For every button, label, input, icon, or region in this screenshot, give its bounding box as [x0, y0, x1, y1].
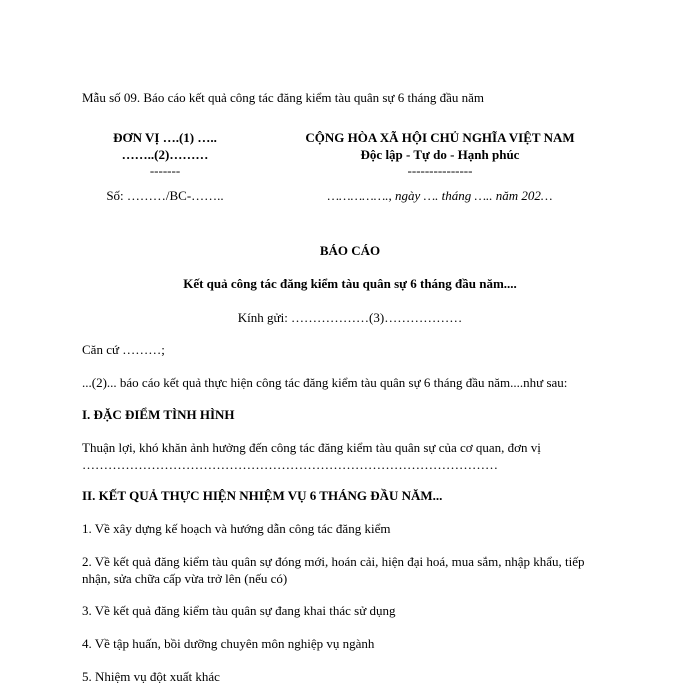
form-caption: Mẫu số 09. Báo cáo kết quả công tác đăng kiểm tàu quân sự 6 tháng đầu năm [82, 90, 484, 105]
place-date: ……………., ngày …. tháng ….. năm 202… [327, 188, 553, 203]
addressee: Kính gửi: ………………(3)……………… [237, 310, 463, 325]
section-1-heading: I. ĐẶC ĐIỂM TÌNH HÌNH [82, 407, 235, 422]
section-2-item-4: 4. Về tập huấn, bồi dưỡng chuyên môn nghiệp vụ ngành [82, 636, 375, 651]
unit-name: ĐƠN VỊ ….(1) ….. [113, 130, 217, 145]
section-1-line-2: …………………………………………………………………………………… [82, 457, 498, 472]
section-2-item-2-line-2: nhận, sửa chữa cấp vừa trở lên (nếu có) [82, 571, 288, 586]
section-1-line-1: Thuận lợi, khó khăn ảnh hưởng đến công tác đăng kiểm tàu quân sự của cơ quan, đơn vị [82, 440, 541, 455]
section-2-item-1: 1. Về xây dựng kế hoạch và hướng dẫn công tác đăng kiểm [82, 521, 391, 536]
section-2-heading: II. KẾT QUẢ THỰC HIỆN NHIỆM VỤ 6 THÁNG ĐẦU NĂM... [82, 488, 443, 503]
document-number: Số: ………/BC-…….. [106, 188, 224, 203]
section-2-item-3: 3. Về kết quả đăng kiểm tàu quân sự đang khai thác sử dụng [82, 603, 396, 618]
section-2-item-5: 5. Nhiệm vụ đột xuất khác [82, 669, 220, 684]
document-subtitle: Kết quả công tác đăng kiểm tàu quân sự 6 tháng đầu năm.... [183, 276, 517, 291]
national-motto: Độc lập - Tự do - Hạnh phúc [360, 147, 520, 162]
intro-paragraph: ...(2)... báo cáo kết quả thực hiện công tác đăng kiểm tàu quân sự 6 tháng đầu năm....như sau: [82, 375, 568, 390]
unit-name-2: ……..(2)……… [121, 147, 209, 162]
basis-line: Căn cứ ………; [82, 342, 165, 357]
left-divider: ------- [149, 163, 181, 178]
right-divider: --------------- [407, 163, 473, 178]
national-title: CỘNG HÒA XÃ HỘI CHỦ NGHĨA VIỆT NAM [305, 130, 575, 145]
section-2-item-2-line-1: 2. Về kết quả đăng kiểm tàu quân sự đóng mới, hoán cải, hiện đại hoá, mua sắm, nhập khẩu, tiếp [82, 554, 585, 569]
document-title: BÁO CÁO [319, 243, 381, 258]
